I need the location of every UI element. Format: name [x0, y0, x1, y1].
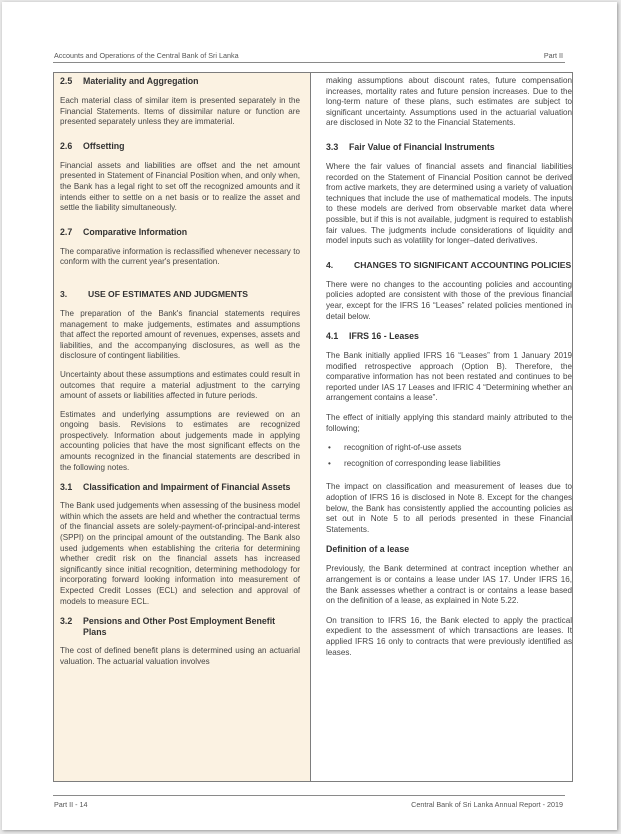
running-footer — [53, 795, 565, 810]
paragraph: Each material class of similar item is presented separately in the Financial Statements. Items of dissimilar nature or function are presented separately unless they are immaterial. — [60, 96, 300, 127]
footer-title: Central Bank of Sri Lanka Annual Report - 2019 — [411, 800, 563, 809]
paragraph: Financial assets and liabilities are offset and the net amount presented in Statement of Financial Position when, and only when, the Bank has a legal right to set off the recognized amounts and it intends either to settle on a net basis or to realize the asset and settle the liability simultaneously. — [60, 160, 300, 213]
paragraph: On transition to IFRS 16, the Bank elected to apply the practical expedient to the assessment of which transactions are leases. It applied IFRS 16 only to contracts that were previously identified as leases. — [326, 615, 572, 657]
paragraph: Uncertainty about these assumptions and estimates could result in outcomes that require a material adjustment to the carrying amount of assets or liabilities affected in future periods. — [60, 369, 300, 401]
section-heading-4-1: 4.1 IFRS 16 - Leases — [326, 331, 419, 342]
right-column — [316, 73, 572, 781]
paragraph: Previously, the Bank determined at contract inception whether an arrangement is or contains a lease under IAS 17. Under IFRS 16, the Bank assesses whether a contract is or contains a lease based on the definition of a lease, as explained in Note 5.22. — [326, 564, 572, 606]
paragraph: There were no changes to the accounting policies and accounting policies adopted are consistent with those of the previous financial year, except for the IFRS 16 “Leases” related policies mentioned in detail below. — [326, 279, 572, 321]
document-page — [2, 2, 617, 830]
section-heading-2-7: 2.7 Comparative Information — [60, 226, 188, 237]
paragraph: The Bank used judgements when assessing of the business model within which the assets are held and whether the contractual terms of the financial assets are solely-payment-of-principal-and-interest (SPPI) on the principal amount of the outstanding. The Bank also used judgements when establishing the criteria for determining whether credit risk on the financial assets has increased significantly since initial recognition, determining methodology for incorporating forward looking information into measurement of Expected Credit Losses (ECL) and selection and approval of models to measure ECL. — [60, 501, 300, 606]
paragraph: The preparation of the Bank's financial statements requires management to make judgements, estimates and assumptions that affect the reported amount of revenues, expenses, assets and liabilities, and the accompanying disclosures, as well as the disclosure of contingent liabilities. — [60, 308, 300, 361]
section-heading-3: 3. USE OF ESTIMATES AND JUDGMENTS — [60, 288, 248, 299]
paragraph: The comparative information is reclassified whenever necessary to conform with the current year's presentation. — [60, 246, 300, 267]
paragraph: Estimates and underlying assumptions are reviewed on an ongoing basis. Revisions to estimates are recognized prospectively. Information about judgements made in applying accounting policies that have the most significant effects on the amounts recognized in the financial statements are described in the following notes. — [60, 409, 300, 472]
paragraph: The effect of initially applying this standard mainly attributed to the following; — [326, 413, 572, 433]
running-header — [53, 48, 565, 63]
content-box — [53, 72, 573, 782]
paragraph: Where the fair values of financial assets and financial liabilities recorded on the Statement of Financial Position cannot be derived from active markets, they are determined using a variety of valuation techniques that include the use of mathematical models. The inputs to these models are derived from observable market data where possible, but if this is not available, judgment is required to establish fair values. The judgments include considerations of liquidity and model inputs such as volatility for longer–dated derivatives. — [326, 161, 572, 246]
list-item: • recognition of right-of-use assets — [328, 443, 462, 453]
section-heading-2-5: 2.5 Materiality and Aggregation — [60, 76, 199, 86]
paragraph: The impact on classification and measurement of leases due to adoption of IFRS 16 is disclosed in Note 8. Except for the changes below, the Bank has consistently applied the accounting policies as set out in Note 5 to all periods presented in these Financial Statements. — [326, 482, 572, 534]
paragraph: The Bank initially applied IFRS 16 “Leases” from 1 January 2019 modified retrospective approach (Option B). Therefore, the comparative information has not been restated and continues to be reported under IAS 17 Leases and IFRIC 4 “Determining whether an arrangement contains a lease”. — [326, 351, 572, 403]
section-heading-3-2: 3.2 Pensions and Other Post Employment Benefit Plans — [60, 616, 276, 638]
section-heading-4: 4. CHANGES TO SIGNIFICANT ACCOUNTING POLICIES — [326, 259, 572, 270]
left-column — [54, 73, 311, 781]
section-heading-2-6: 2.6 Offsetting — [60, 140, 125, 151]
section-heading-3-1: 3.1 Classification and Impairment of Financial Assets — [60, 482, 291, 493]
header-title: Accounts and Operations of the Central Bank of Sri Lanka — [54, 51, 239, 60]
paragraph: making assumptions about discount rates, future compensation increases, mortality rates and future pension increases. Due to the long-term nature of these plans, such estimates are subject to significant uncertainty. Assumptions used in the actuarial valuation are disclosed in Note 32 to the Financial Statements. — [326, 76, 572, 128]
section-heading-definition: Definition of a lease — [326, 544, 410, 555]
bullet-list — [326, 443, 572, 469]
page-number: Part II - 14 — [54, 800, 88, 809]
list-item: • recognition of corresponding lease liabilities — [328, 458, 501, 468]
header-part: Part II — [543, 51, 563, 60]
paragraph: The cost of defined benefit plans is determined using an actuarial valuation. The actuarial valuation involves — [60, 646, 300, 666]
section-heading-3-3: 3.3 Fair Value of Financial Instruments — [326, 141, 495, 152]
